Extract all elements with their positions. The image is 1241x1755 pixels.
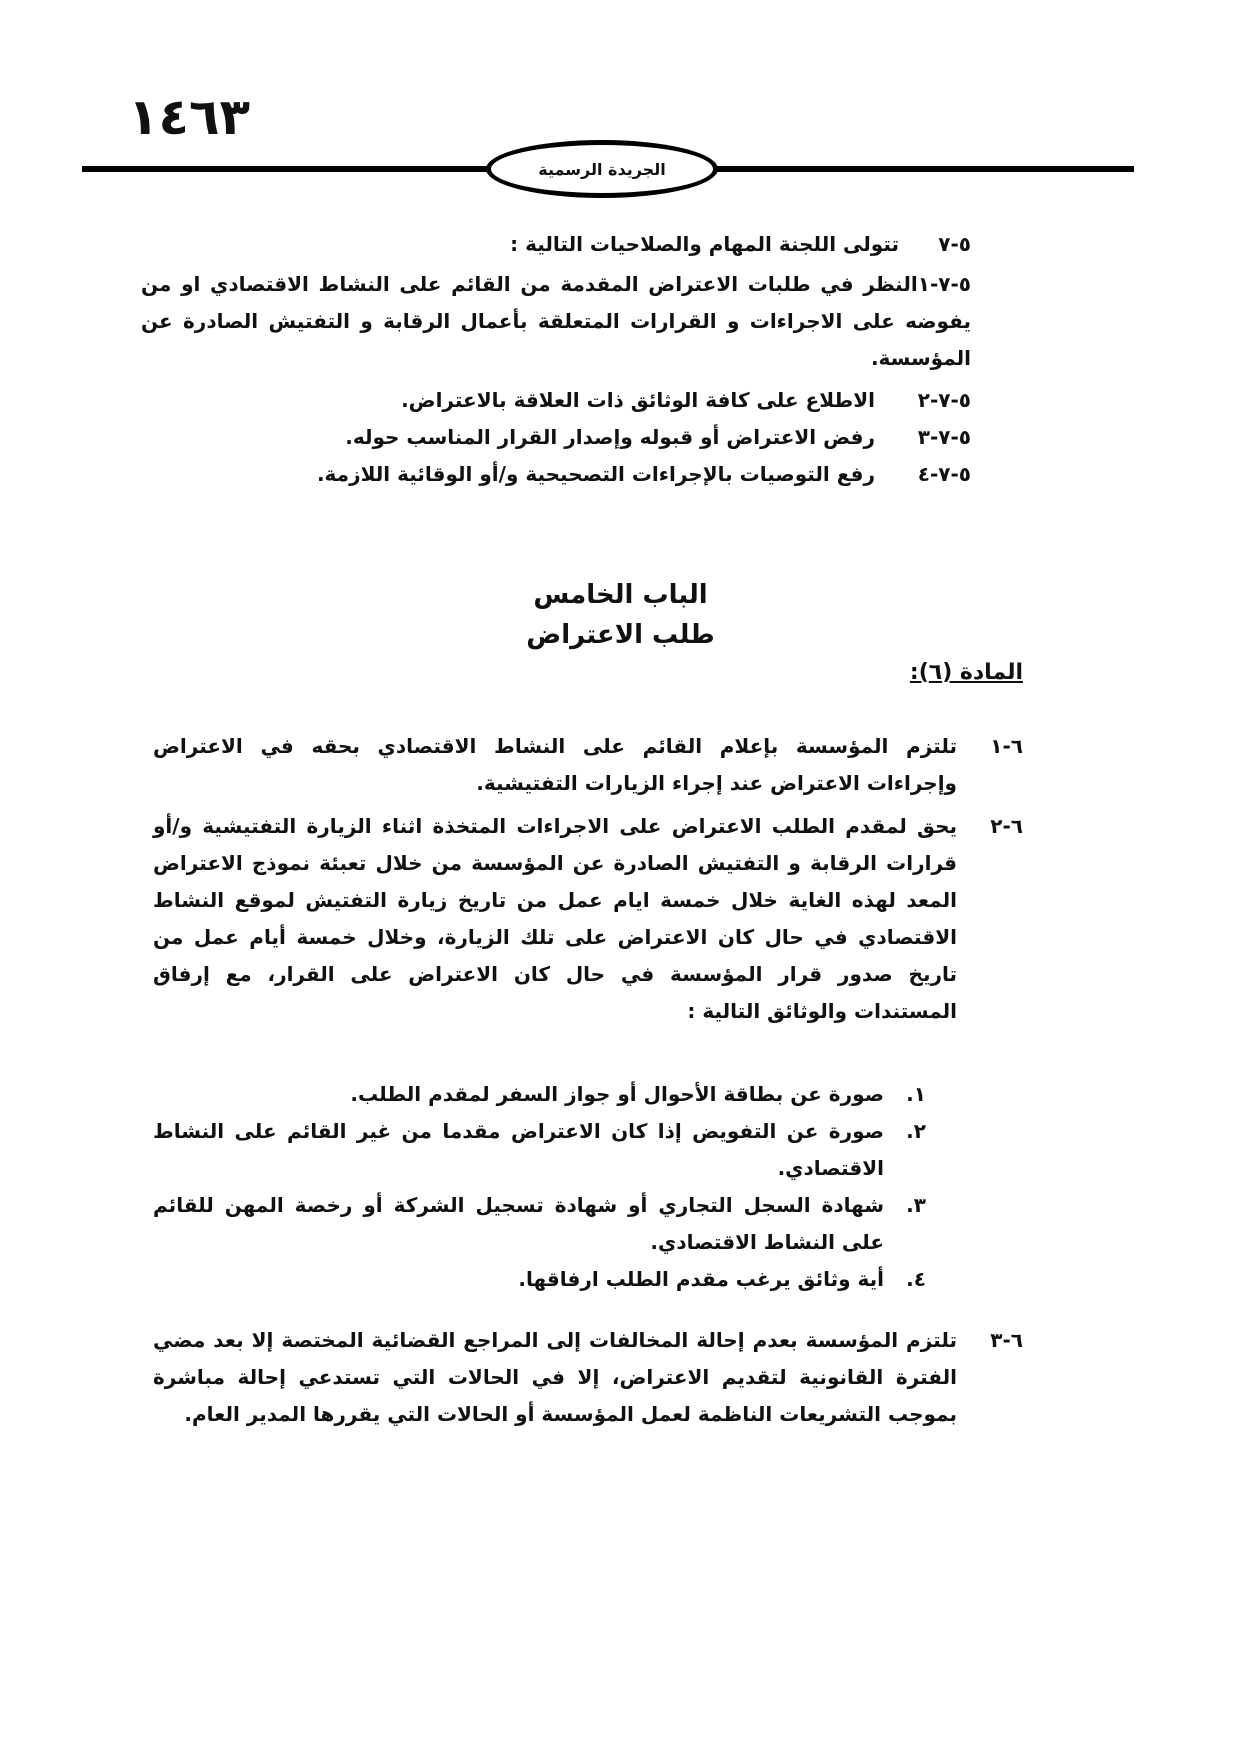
clause-6-1 <box>153 728 1023 802</box>
item-number: ٤. <box>906 1267 926 1291</box>
clause-number: ٦-١ <box>990 734 1023 758</box>
clause-6-3 <box>153 1322 1023 1433</box>
gazette-label: الجريدة الرسمية <box>538 159 666 179</box>
chapter-title: الباب الخامس <box>533 580 708 610</box>
item-text: رفض الاعتراض أو قبوله وإصدار القرار المناسب حوله. <box>345 425 875 449</box>
clause-6-2 <box>153 808 1023 1030</box>
list-item <box>171 456 971 493</box>
list-item-block <box>141 266 971 377</box>
section-5-7-intro-text: تتولى اللجنة المهام والصلاحيات التالية : <box>510 232 899 256</box>
item-text: صورة عن بطاقة الأحوال أو جواز السفر لمقدم الطلب. <box>350 1082 884 1106</box>
item-number: ٥-٧-٢ <box>917 388 971 412</box>
list-item <box>171 382 971 419</box>
list-item <box>153 1261 926 1298</box>
section-5-7-intro <box>211 226 971 263</box>
item-text: شهادة السجل التجاري أو شهادة تسجيل الشركة أو رخصة المهن للقائم على النشاط الاقتصادي. <box>153 1193 884 1254</box>
list-item <box>141 266 971 377</box>
item-text: رفع التوصيات بالإجراءات التصحيحية و/أو الوقائية اللازمة. <box>316 462 875 486</box>
item-number: ٢. <box>906 1119 926 1143</box>
page-number: ١٤٦٣ <box>128 88 251 146</box>
clause-number: ٦-٢ <box>990 814 1023 838</box>
list-item <box>153 1076 926 1113</box>
clause-number: ٦-٣ <box>990 1328 1023 1352</box>
item-text: النظر في طلبات الاعتراض المقدمة من القائم على النشاط الاقتصادي او من يفوضه على الاجراءات و القرارات المتعلقة بأعمال الرقابة و التفتيش الصادرة عن المؤسسة. <box>141 272 971 370</box>
list-item <box>153 1187 926 1261</box>
item-number: ٥-٧-١ <box>917 272 971 296</box>
section-5-7-number: ٥-٧ <box>938 232 971 256</box>
item-text: الاطلاع على كافة الوثائق ذات العلاقة بالاعتراض. <box>401 388 875 412</box>
article-heading: المادة (٦): <box>909 660 1023 685</box>
item-number: ٥-٧-٣ <box>917 425 971 449</box>
item-number: ١. <box>906 1082 926 1106</box>
documents-list <box>153 1076 926 1298</box>
item-text: صورة عن التفويض إذا كان الاعتراض مقدما من غير القائم على النشاط الاقتصادي. <box>153 1119 884 1180</box>
clause-text: تلتزم المؤسسة بإعلام القائم على النشاط الاقتصادي بحقه في الاعتراض وإجراءات الاعتراض عند إجراء الزيارات التفتيشية. <box>153 734 957 795</box>
section-5-7-short-items <box>171 382 971 493</box>
item-text: أية وثائق يرغب مقدم الطلب ارفاقها. <box>518 1267 884 1291</box>
chapter-subtitle: طلب الاعتراض <box>526 620 715 650</box>
gazette-badge <box>486 140 718 198</box>
list-item <box>153 1113 926 1187</box>
section-5-7-items <box>141 266 971 377</box>
clause-text: تلتزم المؤسسة بعدم إحالة المخالفات إلى المراجع القضائية المختصة إلا بعد مضي الفترة القانونية لتقديم الاعتراض، إلا في الحالات التي تستدعي إحالة مباشرة بموجب التشريعات الناظمة لعمل المؤسسة أو الحالات التي يقررها المدير العام. <box>153 1328 957 1426</box>
list-item <box>171 419 971 456</box>
clause-text: يحق لمقدم الطلب الاعتراض على الاجراءات المتخذة اثناء الزيارة التفتيشية و/أو قرارات الرقابة و التفتيش الصادرة عن المؤسسة من خلال تعبئة نموذج الاعتراض المعد لهذه الغاية خلال خمسة ايام عمل من تاريخ زيارة التفتيش لموقع النشاط الاقتصادي في حال كان الاعتراض على تلك الزيارة، وخلال خمسة أيام عمل من تاريخ صدور قرار المؤسسة في حال كان الاعتراض على القرار، مع إرفاق المستندات والوثائق التالية : <box>153 814 957 1023</box>
item-number: ٥-٧-٤ <box>917 462 971 486</box>
item-number: ٣. <box>906 1193 926 1217</box>
